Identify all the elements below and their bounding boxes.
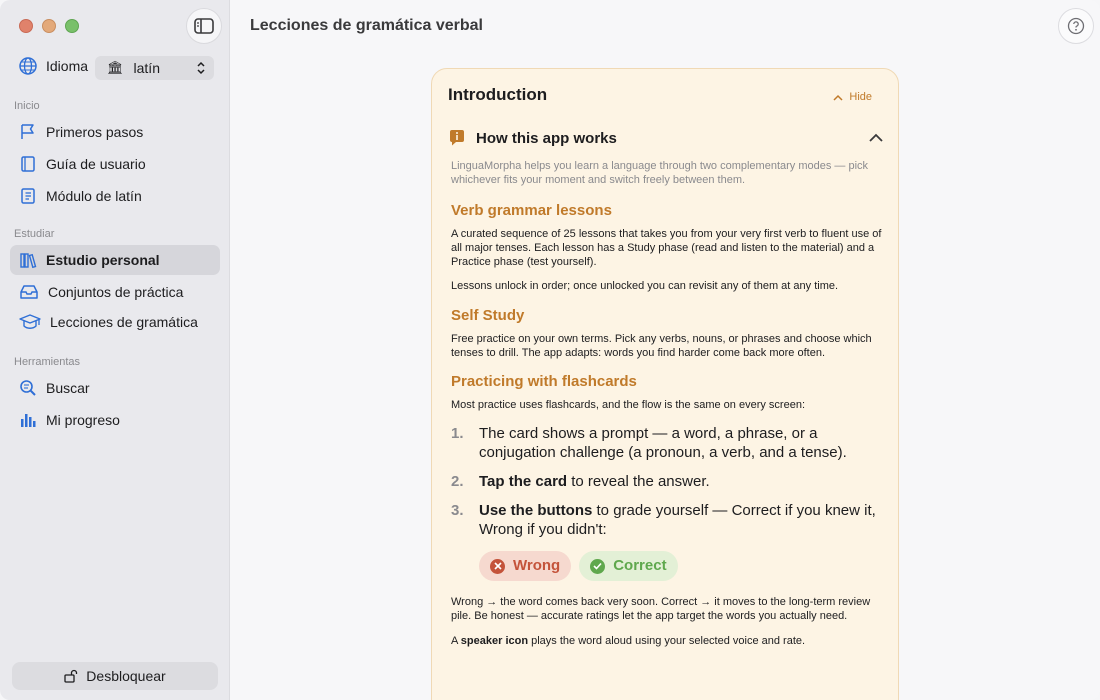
sidebar-item-estudio-personal[interactable] — [10, 245, 220, 275]
step-body: The card shows a prompt — a word, a phrase, or a conjugation challenge (a pronoun, a verb, and a tense). — [479, 425, 847, 461]
step-text — [479, 424, 883, 462]
bar-chart-icon — [19, 411, 37, 429]
speaker-bold: speaker icon — [460, 635, 529, 647]
sidebar-item-label: Buscar — [46, 380, 90, 396]
sidebar-item-label: Guía de usuario — [46, 156, 146, 172]
sidebar-item-buscar[interactable] — [10, 373, 220, 403]
unlock-label: Desbloquear — [86, 668, 166, 684]
flashcards-paragraph: Most practice uses flashcards, and the flow is the same on every screen: — [451, 399, 805, 411]
step-bold: Use the buttons — [479, 502, 593, 519]
globe-icon — [18, 56, 38, 76]
books-icon — [19, 251, 37, 269]
graduation-cap-icon — [19, 313, 41, 331]
step-number: 1. — [451, 425, 464, 442]
lead-paragraph: LinguaMorpha helps you learn a language through two complementary modes — pick whichever fits your moment and switch freely between them. — [451, 160, 869, 186]
temple-icon: 🏛 — [107, 60, 124, 75]
correct-button[interactable] — [579, 551, 677, 581]
info-bubble-icon — [448, 129, 466, 147]
language-row — [18, 56, 88, 76]
chevron-up-icon[interactable] — [868, 133, 884, 143]
verb-lessons-paragraph: A curated sequence of 25 lessons that takes you from your very first verb to fluent use of all major tenses. Each lesson has a Study phase (read and listen to the material) and a Practice phase (test yourself). — [451, 228, 882, 268]
self-study-heading: Self Study — [451, 307, 525, 324]
section-heading-inicio: Inicio — [14, 100, 40, 112]
sidebar-item-label: Módulo de latín — [46, 188, 142, 204]
step-number: 3. — [451, 502, 464, 519]
speaker-prefix: A — [451, 635, 461, 647]
section-heading-estudiar: Estudiar — [14, 228, 55, 240]
window-controls — [19, 19, 79, 33]
sidebar-item-label: Primeros pasos — [46, 124, 144, 140]
flashcard-steps-list — [451, 424, 883, 539]
flag-icon — [19, 123, 37, 141]
sidebar-toggle-button[interactable] — [186, 8, 222, 44]
list-item — [451, 424, 883, 462]
step-body: to grade yourself — Correct if you knew it, Wrong if you didn't: — [479, 502, 876, 538]
sidebar-toggle-icon — [194, 18, 214, 34]
book-icon — [19, 155, 37, 173]
list-item — [451, 472, 883, 491]
x-circle-icon — [490, 559, 505, 574]
correct-label: Correct — [613, 557, 667, 574]
maximize-window-button[interactable] — [65, 19, 79, 33]
sidebar-item-label: Conjuntos de práctica — [48, 284, 184, 300]
how-this-app-works-header[interactable] — [448, 129, 884, 147]
main-content — [230, 0, 1100, 700]
wrong-button[interactable] — [479, 551, 571, 581]
hide-button[interactable] — [833, 91, 872, 103]
unlock-button[interactable] — [12, 662, 218, 690]
sidebar-item-modulo-de-latin[interactable] — [10, 181, 220, 211]
sidebar-item-primeros-pasos[interactable] — [10, 117, 220, 147]
check-circle-icon — [590, 559, 605, 574]
self-study-paragraph: Free practice on your own terms. Pick any verbs, nouns, or phrases and choose which tenses to drill. The app adapts: words you find harder come back more often. — [451, 333, 872, 359]
language-select[interactable] — [95, 56, 214, 80]
sidebar-item-guia-de-usuario[interactable] — [10, 149, 220, 179]
step-text — [479, 501, 883, 539]
book-module-icon — [19, 187, 37, 205]
step-body: to reveal the answer. — [567, 473, 710, 490]
language-label: Idioma — [46, 58, 89, 74]
close-window-button[interactable] — [19, 19, 33, 33]
verb-lessons-unlock-paragraph: Lessons unlock in order; once unlocked you can revisit any of them at any time. — [451, 280, 839, 292]
step-number: 2. — [451, 473, 464, 490]
introduction-title: Introduction — [448, 85, 548, 104]
minimize-window-button[interactable] — [42, 19, 56, 33]
help-button[interactable] — [1058, 8, 1094, 44]
verb-lessons-heading: Verb grammar lessons — [451, 202, 612, 219]
flashcards-heading: Practicing with flashcards — [451, 373, 637, 390]
sidebar-item-lecciones-de-gramatica[interactable] — [10, 307, 220, 337]
tray-icon — [19, 283, 39, 301]
list-item — [451, 501, 883, 539]
grade-buttons-example — [479, 551, 883, 581]
search-icon — [19, 379, 37, 397]
wrong-label: Wrong — [513, 557, 561, 574]
sidebar-item-mi-progreso[interactable] — [10, 405, 220, 435]
language-value: latín — [133, 60, 160, 76]
step-bold: Tap the card — [479, 473, 568, 490]
speaker-paragraph — [451, 634, 883, 648]
unlock-icon — [64, 669, 78, 683]
step-text — [479, 472, 710, 491]
page-title: Lecciones de gramática verbal — [250, 17, 483, 34]
introduction-card — [431, 68, 899, 700]
hide-label: Hide — [849, 91, 872, 103]
chevron-up-down-icon — [196, 61, 206, 75]
sidebar-item-label: Lecciones de gramática — [50, 314, 198, 330]
speaker-suffix: plays the word aloud using your selected voice and rate. — [528, 635, 806, 647]
sidebar — [0, 0, 230, 700]
sidebar-item-label: Mi progreso — [46, 412, 120, 428]
grading-explanation-paragraph: Wrong → the word comes back very soon. Correct → it moves to the long-term review pile. Be honest — accurate ratings let the app target the words you actually need. — [451, 596, 871, 622]
chevron-up-icon — [833, 94, 843, 101]
how-this-app-works-title: How this app works — [476, 129, 617, 147]
introduction-content — [451, 159, 883, 648]
sidebar-item-label: Estudio personal — [46, 252, 160, 268]
section-heading-herramientas: Herramientas — [14, 356, 81, 368]
sidebar-item-conjuntos-de-practica[interactable] — [10, 277, 220, 307]
question-icon — [1067, 17, 1085, 35]
